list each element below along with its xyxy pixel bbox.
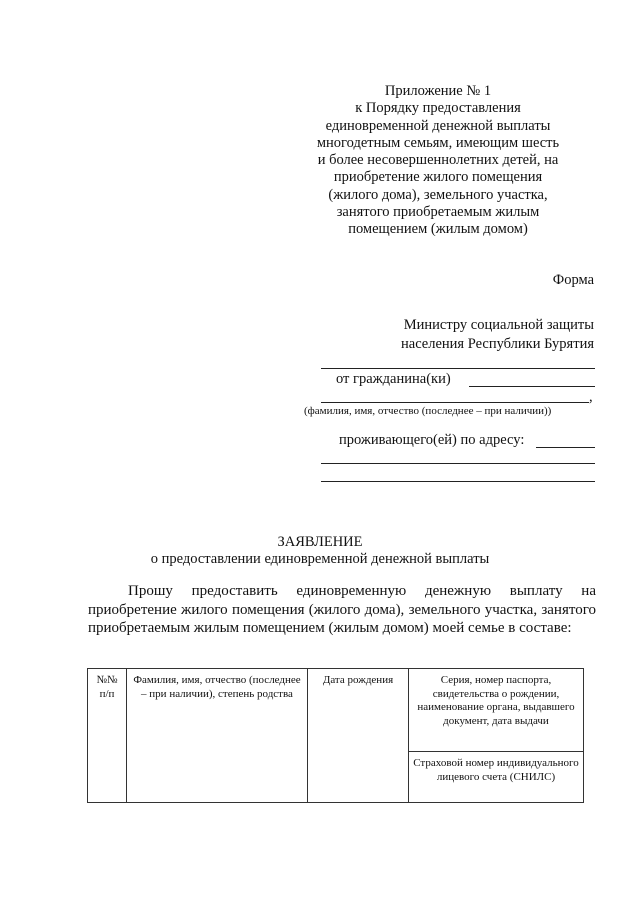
col-snils: Страховой номер индивидуального лицевого счета (СНИЛС) <box>409 752 584 803</box>
from-label: от гражданина(ки) <box>336 371 451 387</box>
address-label: проживающего(ей) по адресу: <box>339 432 525 448</box>
statement-title: ЗАЯВЛЕНИЕ <box>277 534 363 550</box>
col-number: №№ п/п <box>88 669 127 803</box>
appendix-heading <box>300 83 576 239</box>
recipient-line: Министру социальной защиты <box>403 317 594 333</box>
statement-subtitle: о предоставлении единовременной денежной выплаты <box>150 551 490 567</box>
name-field-line[interactable] <box>321 402 589 403</box>
form-label: Форма <box>552 272 594 288</box>
appendix-line: и более несовершеннолетних детей, на <box>317 152 559 169</box>
col-name: Фамилия, имя, отчество (последнее – при наличии), степень родства <box>127 669 308 803</box>
col-birth-date: Дата рождения <box>308 669 409 803</box>
appendix-line: приобретение жилого помещения <box>333 169 543 186</box>
col-documents: Серия, номер паспорта, свидетельства о рождении, наименование органа, выдавшего документ, дата выдачи <box>409 669 584 752</box>
recipient-line: населения Республики Бурятия <box>401 336 594 352</box>
table-header-row <box>88 669 584 752</box>
appendix-line: единовременной денежной выплаты <box>325 117 551 134</box>
address-line-2[interactable] <box>321 463 595 464</box>
appendix-line: помещением (жилым домом) <box>348 221 528 238</box>
appendix-line: (жилого дома), земельного участка, <box>328 186 548 203</box>
appendix-line: к Порядку предоставления <box>355 100 521 117</box>
recipient-block <box>318 316 594 354</box>
appendix-line: многодетным семьям, имеющим шесть <box>316 134 560 151</box>
name-hint: (фамилия, имя, отчество (последнее – при наличии)) <box>304 405 552 417</box>
address-line-3[interactable] <box>321 481 595 482</box>
name-comma: , <box>589 389 593 405</box>
statement-body: Прошу предоставить единовременную денежную выплату на приобретение жилого помещения (жилого дома), земельного участка, занятого приобретаемым жилым помещением (жилым домом) моей семье в составе: <box>88 583 596 636</box>
appendix-line: Приложение № 1 <box>384 83 492 99</box>
blank-line[interactable] <box>321 368 595 369</box>
from-field-line[interactable] <box>469 386 595 387</box>
appendix-line: занятого приобретаемым жилым <box>336 204 540 221</box>
address-field-line[interactable] <box>536 447 595 448</box>
family-table <box>87 668 584 803</box>
